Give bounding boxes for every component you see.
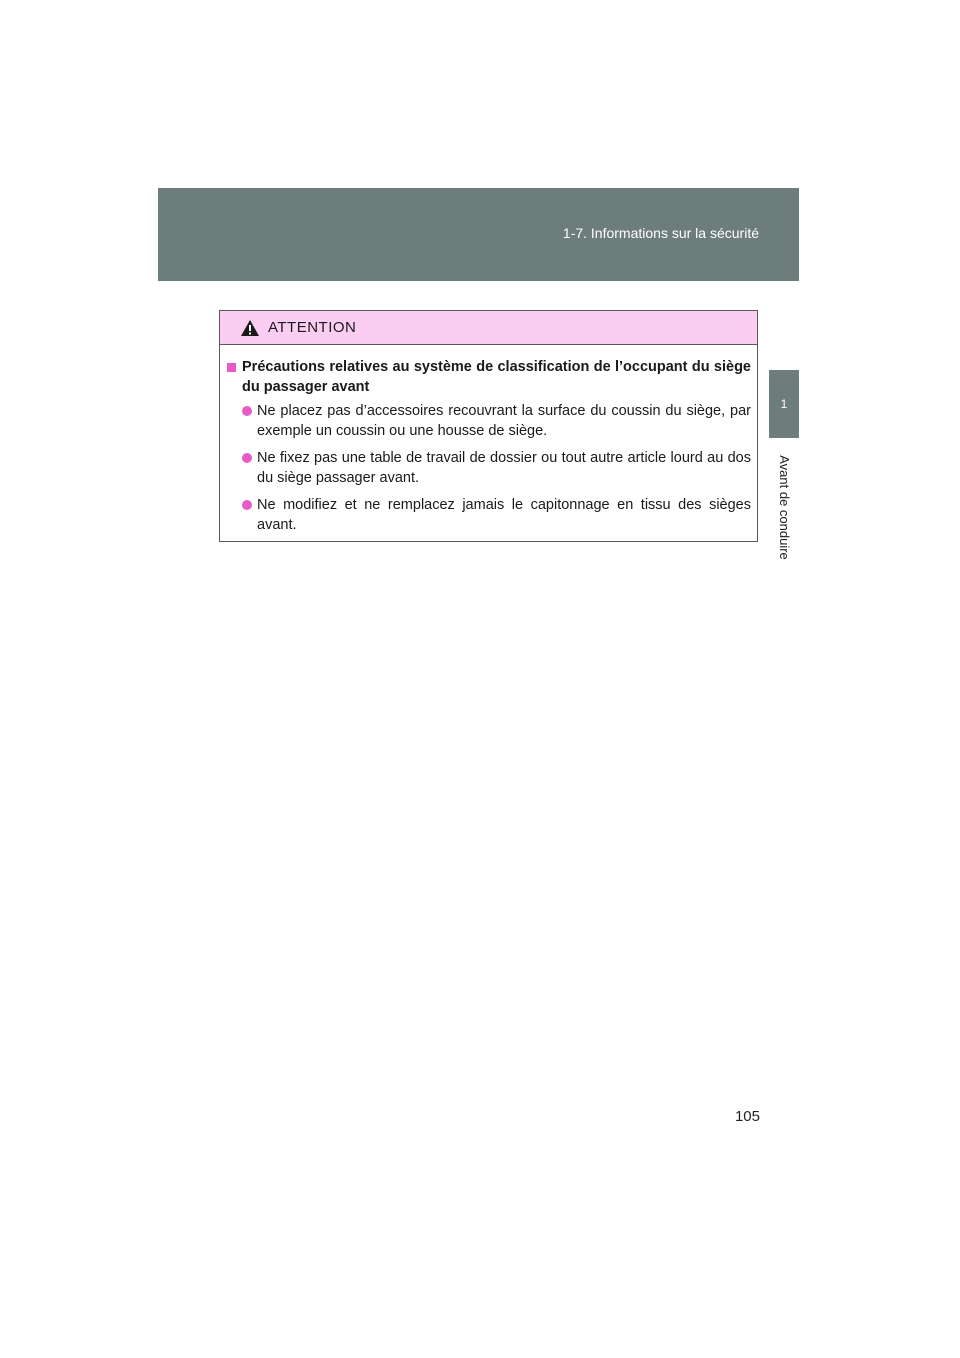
list-item-text: Ne modifiez et ne remplacez jamais le capitonnage en tissu des sièges avant. <box>257 497 751 533</box>
list-item-text: Ne placez pas d’accessoires recouvrant la surface du coussin du siège, par exemple un coussin ou une housse de siège. <box>257 403 751 439</box>
list-item <box>242 448 751 488</box>
list-item <box>242 495 751 535</box>
page-number: 105 <box>734 1108 760 1125</box>
chapter-number: 1 <box>780 397 788 411</box>
warning-section-title: Précautions relatives au système de classification de l’occupant du siège du passager avant <box>242 359 751 395</box>
warning-items <box>242 401 751 535</box>
warning-body <box>220 345 757 535</box>
circle-bullet-icon <box>242 500 252 510</box>
warning-title: ATTENTION <box>268 319 357 336</box>
list-item-text: Ne fixez pas une table de travail de dossier ou tout autre article lourd au dos du siège passager avant. <box>257 450 751 486</box>
warning-section <box>226 357 751 397</box>
chapter-label <box>771 445 797 570</box>
warning-header <box>220 311 757 345</box>
warning-box <box>219 310 758 542</box>
chapter-tab <box>769 370 799 438</box>
chapter-label-text: Avant de conduire <box>776 455 792 560</box>
circle-bullet-icon <box>242 406 252 416</box>
warning-triangle-icon <box>240 319 260 337</box>
header-band <box>158 188 799 281</box>
circle-bullet-icon <box>242 453 252 463</box>
section-title: 1-7. Informations sur la sécurité <box>562 225 759 241</box>
list-item <box>242 401 751 441</box>
square-bullet-icon <box>227 363 236 372</box>
